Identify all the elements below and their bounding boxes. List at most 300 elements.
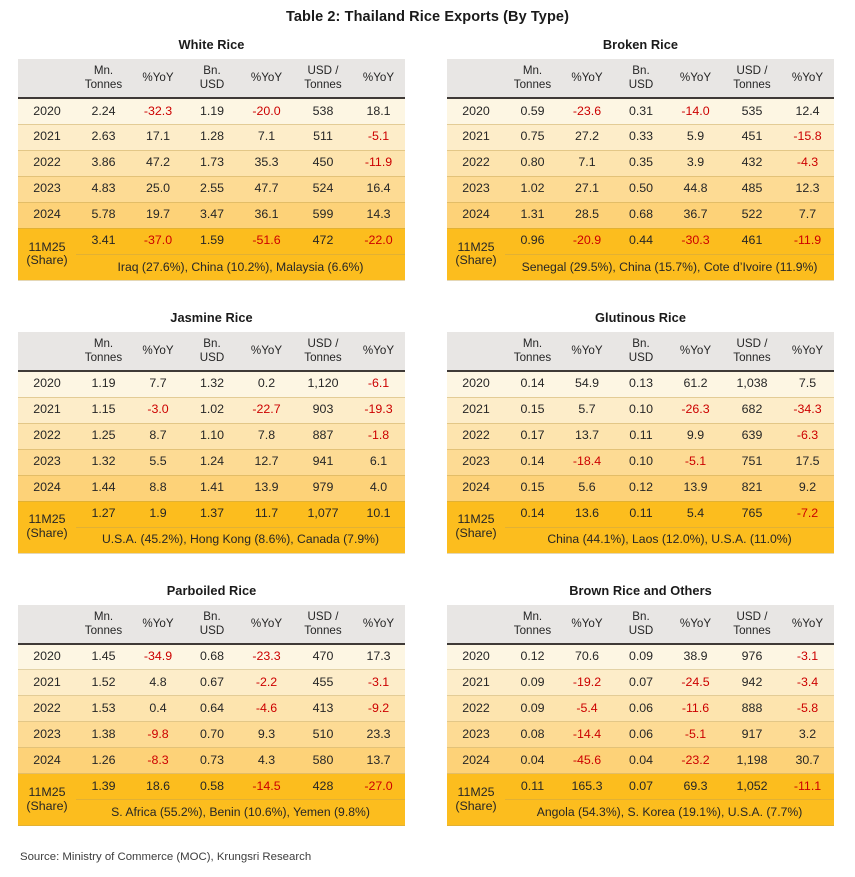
cell-mn-tonnes: 1.39 [76, 774, 131, 800]
cell-yoy-value: 12.7 [239, 449, 294, 475]
cell-yoy-price: 16.4 [352, 176, 405, 202]
tables-grid [0, 37, 855, 826]
header-bn-usd [614, 332, 668, 371]
table-row [447, 397, 834, 423]
share-row [447, 254, 834, 280]
share-row [18, 527, 405, 553]
top-markets-share: Angola (54.3%), S. Korea (19.1%), U.S.A. (7.7%) [505, 800, 834, 826]
cell-year: 2022 [18, 696, 76, 722]
cell-year: 2022 [18, 423, 76, 449]
table-row [447, 150, 834, 176]
cell-yoy-value: 11.7 [239, 501, 294, 527]
cell-yoy-price: -34.3 [781, 397, 834, 423]
cell-yoy-volume: 8.8 [131, 475, 185, 501]
period-label-line2: (Share) [26, 253, 68, 268]
cell-yoy-volume: -5.4 [560, 696, 614, 722]
cell-yoy-volume: -45.6 [560, 748, 614, 774]
cell-usd-per-tonne: 976 [723, 644, 781, 670]
cell-year: 2021 [18, 397, 76, 423]
cell-mn-tonnes: 0.75 [505, 124, 560, 150]
share-row [18, 254, 405, 280]
cell-usd-per-tonne: 751 [723, 449, 781, 475]
cell-yoy-value: 9.3 [239, 722, 294, 748]
row-label-period [18, 501, 76, 553]
cell-bn-usd: 0.11 [614, 423, 668, 449]
header-blank [447, 332, 505, 371]
cell-bn-usd: 1.28 [185, 124, 239, 150]
cell-mn-tonnes: 0.08 [505, 722, 560, 748]
period-label-line1: 11M25 [28, 239, 66, 254]
header-line-2: USD [199, 350, 225, 364]
page-title: Table 2: Thailand Rice Exports (By Type) [285, 9, 570, 25]
cell-yoy-price: -3.4 [781, 670, 834, 696]
table-row [18, 176, 405, 202]
cell-bn-usd: 1.37 [185, 501, 239, 527]
header-yoy-price: %YoY [352, 332, 405, 371]
header-yoy-value: %YoY [239, 332, 294, 371]
row-label-period [18, 774, 76, 826]
header-line-2: Tonnes [304, 350, 342, 364]
cell-bn-usd: 1.19 [185, 98, 239, 124]
cell-usd-per-tonne: 485 [723, 176, 781, 202]
table-row [18, 722, 405, 748]
cell-usd-per-tonne: 1,052 [723, 774, 781, 800]
cell-yoy-volume: 18.6 [131, 774, 185, 800]
table-row [18, 124, 405, 150]
table-row [447, 696, 834, 722]
cell-mn-tonnes: 0.14 [505, 501, 560, 527]
cell-bn-usd: 0.68 [614, 202, 668, 228]
header-yoy-price: %YoY [781, 332, 834, 371]
header-blank [18, 332, 76, 371]
header-line-1: Bn. [632, 336, 650, 350]
cell-mn-tonnes: 1.38 [76, 722, 131, 748]
cell-yoy-price: -11.1 [781, 774, 834, 800]
header-yoy-value: %YoY [668, 59, 723, 98]
cell-bn-usd: 1.24 [185, 449, 239, 475]
cell-yoy-volume: 54.9 [560, 371, 614, 397]
cell-mn-tonnes: 0.15 [505, 475, 560, 501]
panel-title: Broken Rice [602, 37, 679, 52]
cell-yoy-value: -5.1 [668, 722, 723, 748]
cell-usd-per-tonne: 470 [294, 644, 352, 670]
header-line-2: USD [628, 623, 654, 637]
period-label-line1: 11M25 [457, 239, 495, 254]
cell-yoy-volume: -34.9 [131, 644, 185, 670]
cell-mn-tonnes: 1.44 [76, 475, 131, 501]
cell-yoy-price: -22.0 [352, 228, 405, 254]
cell-yoy-value: -20.0 [239, 98, 294, 124]
cell-yoy-price: 14.3 [352, 202, 405, 228]
cell-mn-tonnes: 0.12 [505, 644, 560, 670]
header-line-2: Tonnes [84, 78, 123, 92]
cell-yoy-price: -15.8 [781, 124, 834, 150]
table-row [447, 176, 834, 202]
panel-title: Brown Rice and Others [569, 582, 712, 598]
cell-year: 2021 [18, 670, 76, 696]
header-yoy-volume: %YoY [131, 59, 185, 98]
header-line-2: Tonnes [84, 350, 123, 364]
cell-bn-usd: 0.50 [614, 176, 668, 202]
cell-mn-tonnes: 0.04 [505, 748, 560, 774]
cell-yoy-price: 10.1 [352, 501, 405, 527]
cell-year: 2023 [447, 176, 505, 202]
panel-title: White Rice [178, 37, 245, 52]
cell-yoy-value: 36.1 [239, 202, 294, 228]
cell-usd-per-tonne: 511 [294, 124, 352, 150]
cell-usd-per-tonne: 455 [294, 670, 352, 696]
cell-yoy-value: -4.6 [239, 696, 294, 722]
cell-yoy-volume: 27.2 [560, 124, 614, 150]
header-line-1: USD / [307, 609, 339, 623]
cell-yoy-value: 61.2 [668, 371, 723, 397]
cell-usd-per-tonne: 821 [723, 475, 781, 501]
header-line-2: Tonnes [513, 623, 552, 637]
cell-yoy-price: -5.8 [781, 696, 834, 722]
cell-yoy-price: 30.7 [781, 748, 834, 774]
header-mn-tonnes [76, 59, 131, 98]
cell-yoy-volume: 5.5 [131, 449, 185, 475]
header-bn-usd [614, 59, 668, 98]
header-blank [18, 59, 76, 98]
cell-yoy-value: -22.7 [239, 397, 294, 423]
cell-bn-usd: 0.04 [614, 748, 668, 774]
rice-export-table [447, 332, 834, 554]
table-header-row [18, 59, 405, 98]
cell-yoy-price: -27.0 [352, 774, 405, 800]
header-line-1: Mn. [93, 64, 114, 77]
header-yoy-volume: %YoY [560, 605, 614, 644]
table-row [18, 397, 405, 423]
cell-mn-tonnes: 0.14 [505, 449, 560, 475]
cell-mn-tonnes: 1.26 [76, 748, 131, 774]
cell-yoy-volume: -18.4 [560, 449, 614, 475]
header-usd-per-tonne [723, 605, 781, 644]
cell-yoy-volume: 5.6 [560, 475, 614, 501]
table-row [447, 423, 834, 449]
cell-yoy-price: 3.2 [781, 722, 834, 748]
cell-yoy-value: 13.9 [668, 475, 723, 501]
cell-bn-usd: 0.67 [185, 670, 239, 696]
row-label-period [447, 774, 505, 826]
rice-panel [18, 583, 405, 827]
cell-year: 2024 [18, 475, 76, 501]
cell-mn-tonnes: 0.11 [505, 774, 560, 800]
header-bn-usd [185, 332, 239, 371]
rice-panel [18, 310, 405, 554]
cell-yoy-price: -5.1 [352, 124, 405, 150]
cell-mn-tonnes: 0.09 [505, 670, 560, 696]
cell-bn-usd: 0.06 [614, 696, 668, 722]
table-row [18, 748, 405, 774]
cell-bn-usd: 0.68 [185, 644, 239, 670]
header-usd-per-tonne [294, 605, 352, 644]
cell-bn-usd: 0.12 [614, 475, 668, 501]
cell-mn-tonnes: 2.24 [76, 98, 131, 124]
cell-usd-per-tonne: 887 [294, 423, 352, 449]
period-label-line2: (Share) [455, 798, 497, 813]
source-note: Source: Ministry of Commerce (MOC), Krungsri Research [20, 851, 312, 863]
header-line-2: USD [628, 78, 654, 92]
header-line-1: Bn. [632, 64, 650, 77]
header-usd-per-tonne [294, 59, 352, 98]
cell-bn-usd: 0.07 [614, 774, 668, 800]
cell-usd-per-tonne: 888 [723, 696, 781, 722]
cell-bn-usd: 0.09 [614, 644, 668, 670]
cell-usd-per-tonne: 682 [723, 397, 781, 423]
table-row [18, 644, 405, 670]
header-yoy-value: %YoY [239, 59, 294, 98]
cell-year: 2024 [447, 475, 505, 501]
cell-usd-per-tonne: 461 [723, 228, 781, 254]
row-label-period [447, 228, 505, 280]
cell-yoy-volume: -37.0 [131, 228, 185, 254]
cell-usd-per-tonne: 413 [294, 696, 352, 722]
cell-bn-usd: 3.47 [185, 202, 239, 228]
cell-yoy-value: -14.0 [668, 98, 723, 124]
cell-yoy-price: 12.3 [781, 176, 834, 202]
cell-yoy-volume: 13.6 [560, 501, 614, 527]
table-header-row [447, 605, 834, 644]
cell-year: 2024 [18, 202, 76, 228]
period-label-line1: 11M25 [457, 512, 495, 527]
cell-yoy-value: -24.5 [668, 670, 723, 696]
cell-yoy-price: -1.8 [352, 423, 405, 449]
header-line-1: Bn. [203, 609, 221, 623]
cell-year: 2023 [18, 722, 76, 748]
header-line-2: USD [199, 623, 225, 637]
cell-usd-per-tonne: 639 [723, 423, 781, 449]
cell-mn-tonnes: 1.52 [76, 670, 131, 696]
cell-yoy-value: -51.6 [239, 228, 294, 254]
table-header-row [18, 605, 405, 644]
cell-mn-tonnes: 0.80 [505, 150, 560, 176]
cell-year: 2021 [447, 670, 505, 696]
cell-yoy-price: -11.9 [781, 228, 834, 254]
header-mn-tonnes [76, 605, 131, 644]
cell-yoy-volume: 8.7 [131, 423, 185, 449]
header-yoy-price: %YoY [352, 59, 405, 98]
cell-usd-per-tonne: 979 [294, 475, 352, 501]
header-line-1: Mn. [522, 336, 543, 350]
top-markets-share: Senegal (29.5%), China (15.7%), Cote d’Ivoire (11.9%) [505, 254, 834, 280]
cell-mn-tonnes: 0.17 [505, 423, 560, 449]
cell-yoy-volume: -20.9 [560, 228, 614, 254]
header-blank [447, 59, 505, 98]
cell-bn-usd: 1.41 [185, 475, 239, 501]
table-row [447, 501, 834, 527]
cell-mn-tonnes: 1.25 [76, 423, 131, 449]
header-line-2: USD [199, 78, 225, 92]
cell-usd-per-tonne: 522 [723, 202, 781, 228]
cell-yoy-value: 0.2 [239, 371, 294, 397]
cell-yoy-price: 6.1 [352, 449, 405, 475]
cell-yoy-value: -23.2 [668, 748, 723, 774]
cell-yoy-price: 9.2 [781, 475, 834, 501]
cell-yoy-volume: 27.1 [560, 176, 614, 202]
cell-yoy-volume: 4.8 [131, 670, 185, 696]
cell-year: 2023 [18, 176, 76, 202]
cell-bn-usd: 1.02 [185, 397, 239, 423]
cell-bn-usd: 0.44 [614, 228, 668, 254]
table-row [447, 371, 834, 397]
cell-year: 2020 [18, 98, 76, 124]
cell-year: 2024 [18, 748, 76, 774]
header-line-1: USD / [736, 336, 768, 350]
share-row [447, 800, 834, 826]
cell-yoy-price: 7.7 [781, 202, 834, 228]
table-row [18, 371, 405, 397]
header-line-2: Tonnes [84, 623, 123, 637]
cell-yoy-volume: 5.7 [560, 397, 614, 423]
header-line-1: Bn. [632, 609, 650, 623]
table-row [447, 124, 834, 150]
header-line-2: Tonnes [733, 623, 771, 637]
cell-bn-usd: 0.10 [614, 397, 668, 423]
cell-usd-per-tonne: 580 [294, 748, 352, 774]
rice-export-table [18, 605, 405, 827]
cell-mn-tonnes: 2.63 [76, 124, 131, 150]
table-header-row [18, 332, 405, 371]
cell-bn-usd: 0.70 [185, 722, 239, 748]
cell-yoy-price: -3.1 [781, 644, 834, 670]
cell-bn-usd: 0.10 [614, 449, 668, 475]
cell-year: 2020 [447, 644, 505, 670]
cell-mn-tonnes: 0.09 [505, 696, 560, 722]
cell-bn-usd: 0.64 [185, 696, 239, 722]
cell-mn-tonnes: 4.83 [76, 176, 131, 202]
cell-yoy-value: 5.4 [668, 501, 723, 527]
header-yoy-volume: %YoY [560, 59, 614, 98]
cell-bn-usd: 0.06 [614, 722, 668, 748]
period-label-line1: 11M25 [28, 785, 66, 800]
cell-yoy-value: -5.1 [668, 449, 723, 475]
row-label-period [447, 501, 505, 553]
cell-yoy-value: 7.1 [239, 124, 294, 150]
table-row [447, 98, 834, 124]
rice-panel [447, 37, 834, 281]
cell-yoy-price: 4.0 [352, 475, 405, 501]
cell-mn-tonnes: 1.45 [76, 644, 131, 670]
header-mn-tonnes [76, 332, 131, 371]
top-markets-share: U.S.A. (45.2%), Hong Kong (8.6%), Canada (7.9%) [76, 527, 405, 553]
cell-year: 2024 [447, 748, 505, 774]
cell-usd-per-tonne: 451 [723, 124, 781, 150]
cell-bn-usd: 0.13 [614, 371, 668, 397]
cell-usd-per-tonne: 538 [294, 98, 352, 124]
cell-usd-per-tonne: 765 [723, 501, 781, 527]
table-row [18, 202, 405, 228]
panel-title: Parboiled Rice [166, 582, 257, 598]
cell-yoy-price: 12.4 [781, 98, 834, 124]
cell-yoy-volume: 28.5 [560, 202, 614, 228]
cell-mn-tonnes: 0.15 [505, 397, 560, 423]
period-label-line2: (Share) [455, 253, 497, 268]
cell-mn-tonnes: 3.86 [76, 150, 131, 176]
cell-bn-usd: 0.31 [614, 98, 668, 124]
rice-panel [447, 583, 834, 827]
header-line-2: Tonnes [304, 78, 342, 92]
header-line-1: Mn. [522, 609, 543, 623]
cell-yoy-volume: 165.3 [560, 774, 614, 800]
cell-usd-per-tonne: 428 [294, 774, 352, 800]
cell-mn-tonnes: 5.78 [76, 202, 131, 228]
header-bn-usd [185, 605, 239, 644]
cell-yoy-price: 18.1 [352, 98, 405, 124]
top-markets-share: S. Africa (55.2%), Benin (10.6%), Yemen (9.8%) [76, 800, 405, 826]
cell-mn-tonnes: 1.32 [76, 449, 131, 475]
header-bn-usd [185, 59, 239, 98]
header-yoy-price: %YoY [352, 605, 405, 644]
cell-yoy-value: 36.7 [668, 202, 723, 228]
cell-yoy-volume: -14.4 [560, 722, 614, 748]
cell-mn-tonnes: 1.15 [76, 397, 131, 423]
share-row [18, 800, 405, 826]
cell-year: 2020 [447, 371, 505, 397]
cell-yoy-price: 7.5 [781, 371, 834, 397]
cell-bn-usd: 0.07 [614, 670, 668, 696]
cell-usd-per-tonne: 1,077 [294, 501, 352, 527]
table-row [18, 150, 405, 176]
panel-title: Jasmine Rice [170, 309, 253, 325]
rice-panel [447, 310, 834, 554]
cell-bn-usd: 0.73 [185, 748, 239, 774]
header-line-1: USD / [307, 336, 339, 350]
cell-yoy-volume: 7.7 [131, 371, 185, 397]
cell-yoy-price: 13.7 [352, 748, 405, 774]
period-label-line1: 11M25 [28, 512, 66, 527]
header-line-1: Mn. [93, 336, 114, 350]
cell-yoy-value: -11.6 [668, 696, 723, 722]
header-line-2: Tonnes [513, 78, 552, 92]
cell-yoy-value: -26.3 [668, 397, 723, 423]
rice-export-table [447, 605, 834, 827]
cell-year: 2022 [447, 696, 505, 722]
cell-yoy-volume: 70.6 [560, 644, 614, 670]
cell-yoy-value: 4.3 [239, 748, 294, 774]
header-mn-tonnes [505, 332, 560, 371]
header-line-1: USD / [736, 609, 768, 623]
table-row [447, 228, 834, 254]
cell-yoy-price: -4.3 [781, 150, 834, 176]
cell-yoy-price: 17.5 [781, 449, 834, 475]
cell-yoy-volume: 0.4 [131, 696, 185, 722]
cell-yoy-value: -23.3 [239, 644, 294, 670]
table-row [18, 475, 405, 501]
table-row [18, 98, 405, 124]
cell-year: 2024 [447, 202, 505, 228]
cell-bn-usd: 0.11 [614, 501, 668, 527]
header-line-2: Tonnes [513, 350, 552, 364]
cell-yoy-value: 3.9 [668, 150, 723, 176]
top-markets-share: China (44.1%), Laos (12.0%), U.S.A. (11.0%) [505, 527, 834, 553]
cell-bn-usd: 1.32 [185, 371, 239, 397]
header-line-1: Mn. [522, 64, 543, 77]
cell-year: 2023 [447, 722, 505, 748]
cell-yoy-value: -2.2 [239, 670, 294, 696]
header-usd-per-tonne [294, 332, 352, 371]
cell-usd-per-tonne: 432 [723, 150, 781, 176]
cell-bn-usd: 1.10 [185, 423, 239, 449]
table-row [18, 501, 405, 527]
cell-yoy-volume: 1.9 [131, 501, 185, 527]
header-line-1: USD / [736, 64, 768, 77]
header-line-2: Tonnes [733, 78, 771, 92]
header-line-1: Mn. [93, 609, 114, 623]
header-line-1: USD / [307, 64, 339, 77]
header-usd-per-tonne [723, 59, 781, 98]
header-blank [18, 605, 76, 644]
